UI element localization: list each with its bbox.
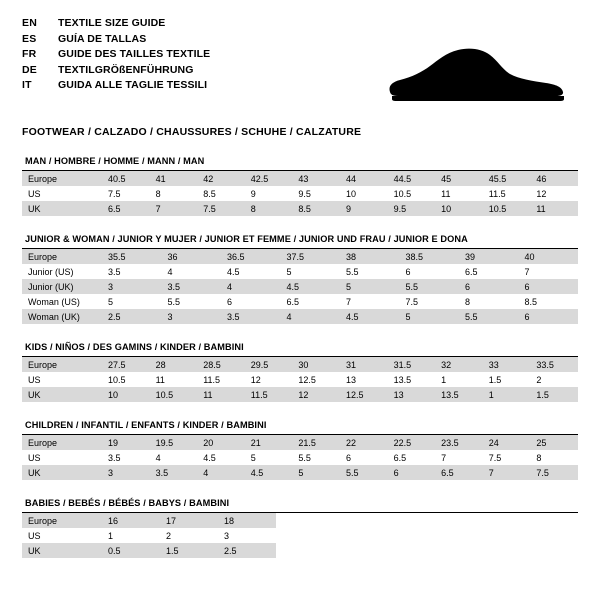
language-title: TEXTILGRÖßENFÜHRUNG [58, 63, 194, 76]
cell: 5.5 [346, 266, 359, 277]
cell: 28.5 [197, 357, 245, 372]
cell: 7 [524, 266, 530, 277]
cell: 27.5 [102, 357, 150, 372]
size-table-body [22, 435, 578, 480]
category-title: FOOTWEAR / CALZADO / CHAUSSURES / SCHUHE / CALZATURE [22, 126, 362, 138]
row-label: Europe [22, 513, 102, 528]
cell: 3 [224, 530, 230, 541]
cell: 6 [227, 296, 233, 307]
cell: 2 [166, 530, 172, 541]
language-row [22, 78, 210, 94]
language-title: GUIDA ALLE TAGLIE TESSILI [58, 79, 208, 91]
cell: 8 [465, 296, 471, 307]
table-row [22, 450, 578, 465]
dress-shoe-icon [378, 36, 568, 106]
cell: 44 [340, 171, 388, 186]
cell: 4 [221, 279, 281, 294]
cell: 3 [102, 465, 150, 480]
cell: 11 [530, 201, 578, 216]
cell: 29.5 [245, 357, 293, 372]
header [22, 16, 578, 112]
cell: 4.5 [203, 452, 216, 463]
cell: 33.5 [530, 357, 578, 372]
cell: 6 [405, 266, 411, 277]
group-babies [22, 498, 578, 558]
cell: 1.5 [488, 374, 502, 385]
cell: 10.5 [108, 374, 126, 385]
cell: 12 [536, 188, 547, 199]
row-label: US [28, 530, 41, 541]
cell: 8 [155, 188, 161, 199]
cell: 9.5 [388, 201, 436, 216]
cell: 4.5 [227, 266, 240, 277]
table-row [22, 264, 578, 279]
cell: 12 [292, 387, 340, 402]
cell: 5 [340, 279, 400, 294]
cell: 1 [108, 530, 114, 541]
cell: 7.5 [488, 452, 502, 463]
language-code: EN [22, 17, 37, 29]
row-label: Europe [22, 435, 102, 450]
cell: 22 [340, 435, 388, 450]
table-row [22, 387, 578, 402]
cell: 20 [197, 435, 245, 450]
cell: 1 [441, 374, 447, 385]
cell: 5.5 [340, 465, 388, 480]
cell: 22.5 [388, 435, 436, 450]
row-label: Woman (UK) [22, 309, 102, 324]
cell: 12.5 [298, 374, 316, 385]
cell: 37.5 [281, 249, 341, 264]
cell: 11.5 [488, 188, 506, 199]
cell: 8.5 [292, 201, 340, 216]
size-table-body [22, 357, 578, 402]
cell: 8.5 [203, 188, 216, 199]
cell: 5 [292, 465, 340, 480]
cell: 25 [530, 435, 578, 450]
group-title: JUNIOR & WOMAN / JUNIOR Y MUJER / JUNIOR ET FEMME / JUNIOR UND FRAU / JUNIOR E DONA [22, 234, 578, 249]
language-title-list [22, 16, 210, 94]
table-row [22, 435, 578, 450]
cell: 7.5 [197, 201, 245, 216]
cell: 6.5 [393, 452, 407, 463]
group-man [22, 156, 578, 216]
table-row [22, 465, 578, 480]
cell: 5 [400, 309, 460, 324]
language-title: TEXTILE SIZE GUIDE [58, 17, 166, 29]
size-table-babies [22, 513, 276, 558]
cell: 41 [150, 171, 198, 186]
size-table-junior-woman [22, 249, 578, 324]
cell: 12 [250, 374, 261, 385]
cell: 31.5 [388, 357, 436, 372]
cell: 11 [197, 387, 245, 402]
cell: 11 [441, 188, 451, 199]
language-title: GUÍA DE TALLAS [58, 32, 147, 45]
cell: 4 [155, 452, 161, 463]
cell: 19 [102, 435, 150, 450]
cell: 13 [388, 387, 436, 402]
row-label: UK [22, 543, 102, 558]
cell: 38.5 [400, 249, 460, 264]
cell: 10 [345, 188, 356, 199]
row-label: UK [22, 387, 102, 402]
cell: 21 [245, 435, 293, 450]
cell: 10 [435, 201, 483, 216]
cell: 40.5 [102, 171, 150, 186]
cell: 46 [530, 171, 578, 186]
cell: 7 [150, 201, 198, 216]
group-children [22, 420, 578, 480]
cell: 32 [435, 357, 483, 372]
table-row [22, 513, 276, 528]
cell: 40 [519, 249, 579, 264]
table-row [22, 309, 578, 324]
table-row [22, 201, 578, 216]
cell: 9 [340, 201, 388, 216]
group-junior-woman [22, 234, 578, 324]
row-label: Woman (US) [28, 296, 80, 307]
table-row [22, 171, 578, 186]
size-table-kids [22, 357, 578, 402]
language-code: IT [22, 79, 32, 91]
language-row [22, 16, 210, 32]
cell: 17 [160, 513, 218, 528]
language-code: FR [22, 48, 37, 60]
cell: 16 [102, 513, 160, 528]
cell: 10 [102, 387, 150, 402]
cell: 3.5 [221, 309, 281, 324]
row-label: UK [22, 465, 102, 480]
cell: 7.5 [405, 296, 419, 307]
cell: 2 [536, 374, 542, 385]
cell: 5.5 [400, 279, 460, 294]
size-table-body [22, 171, 578, 216]
row-label: Europe [22, 171, 102, 186]
cell: 23.5 [435, 435, 483, 450]
cell: 3.5 [108, 266, 121, 277]
cell: 3 [162, 309, 222, 324]
cell: 6.5 [102, 201, 150, 216]
cell: 43 [292, 171, 340, 186]
cell: 13.5 [435, 387, 483, 402]
table-row [22, 528, 276, 543]
size-table-body [22, 513, 276, 558]
cell: 35.5 [102, 249, 162, 264]
cell: 4.5 [245, 465, 293, 480]
cell: 4 [197, 465, 245, 480]
row-label: UK [22, 201, 102, 216]
cell: 4.5 [281, 279, 341, 294]
group-title: BABIES / BEBÉS / BÉBÉS / BABYS / BAMBINI [22, 498, 578, 513]
cell: 5.5 [298, 452, 311, 463]
table-row [22, 279, 578, 294]
table-row [22, 543, 276, 558]
cell: 5 [286, 266, 292, 277]
cell: 6 [519, 309, 579, 324]
cell: 12.5 [340, 387, 388, 402]
cell: 4 [167, 266, 173, 277]
size-table-children [22, 435, 578, 480]
size-table-man [22, 171, 578, 216]
group-title: KIDS / NIÑOS / DES GAMINS / KINDER / BAMBINI [22, 342, 578, 357]
cell: 0.5 [102, 543, 160, 558]
cell: 3.5 [108, 452, 121, 463]
table-row [22, 372, 578, 387]
cell: 4.5 [340, 309, 400, 324]
cell: 10.5 [483, 201, 531, 216]
cell: 1.5 [160, 543, 218, 558]
cell: 24 [483, 435, 531, 450]
cell: 11 [155, 374, 165, 385]
cell: 10.5 [150, 387, 198, 402]
cell: 36 [162, 249, 222, 264]
cell: 10.5 [393, 188, 412, 199]
cell: 28 [150, 357, 198, 372]
size-table-body [22, 249, 578, 324]
cell: 8 [536, 452, 542, 463]
cell: 8.5 [524, 296, 538, 307]
cell: 33 [483, 357, 531, 372]
cell: 5.5 [459, 309, 519, 324]
group-kids [22, 342, 578, 402]
row-label: Junior (UK) [22, 279, 102, 294]
cell: 5 [250, 452, 256, 463]
cell: 11.5 [245, 387, 293, 402]
cell: 13.5 [393, 374, 412, 385]
row-label: US [28, 374, 41, 385]
cell: 7 [441, 452, 447, 463]
cell: 2.5 [218, 543, 276, 558]
cell: 7 [346, 296, 352, 307]
cell: 6 [345, 452, 351, 463]
cell: 42 [197, 171, 245, 186]
cell: 8 [245, 201, 293, 216]
cell: 44.5 [388, 171, 436, 186]
cell: 19.5 [150, 435, 198, 450]
cell: 3.5 [150, 465, 198, 480]
cell: 7 [483, 465, 531, 480]
cell: 3 [102, 279, 162, 294]
row-label: US [28, 452, 41, 463]
cell: 5.5 [167, 296, 181, 307]
table-row [22, 357, 578, 372]
cell: 6 [519, 279, 579, 294]
language-row [22, 32, 210, 48]
cell: 18 [218, 513, 276, 528]
language-row [22, 47, 210, 63]
row-label: US [28, 188, 41, 199]
row-label: Junior (US) [28, 266, 74, 277]
cell: 6.5 [435, 465, 483, 480]
cell: 9 [250, 188, 256, 199]
cell: 42.5 [245, 171, 293, 186]
row-label: Europe [22, 357, 102, 372]
cell: 6.5 [465, 266, 478, 277]
cell: 7.5 [108, 188, 121, 199]
table-row [22, 249, 578, 264]
cell: 6.5 [286, 296, 300, 307]
cell: 38 [340, 249, 400, 264]
language-title-list-body [22, 16, 210, 94]
cell: 3.5 [162, 279, 222, 294]
cell: 31 [340, 357, 388, 372]
group-title: CHILDREN / INFANTIL / ENFANTS / KINDER / BAMBINI [22, 420, 578, 435]
language-title: GUIDE DES TAILLES TEXTILE [58, 48, 211, 60]
cell: 5 [108, 296, 114, 307]
cell: 21.5 [292, 435, 340, 450]
cell: 36.5 [221, 249, 281, 264]
cell: 7.5 [530, 465, 578, 480]
table-row [22, 186, 578, 201]
cell: 13 [345, 374, 356, 385]
table-row [22, 294, 578, 309]
cell: 2.5 [102, 309, 162, 324]
cell: 6 [459, 279, 519, 294]
cell: 45 [435, 171, 483, 186]
language-row [22, 63, 210, 79]
cell: 6 [388, 465, 436, 480]
cell: 45.5 [483, 171, 531, 186]
group-title: MAN / HOMBRE / HOMME / MANN / MAN [22, 156, 578, 171]
cell: 4 [281, 309, 341, 324]
language-code: ES [22, 32, 37, 45]
cell: 1 [483, 387, 531, 402]
language-code: DE [22, 63, 37, 76]
cell: 11.5 [203, 374, 221, 385]
cell: 39 [459, 249, 519, 264]
cell: 30 [292, 357, 340, 372]
row-label: Europe [22, 249, 102, 264]
cell: 9.5 [298, 188, 311, 199]
cell: 1.5 [530, 387, 578, 402]
